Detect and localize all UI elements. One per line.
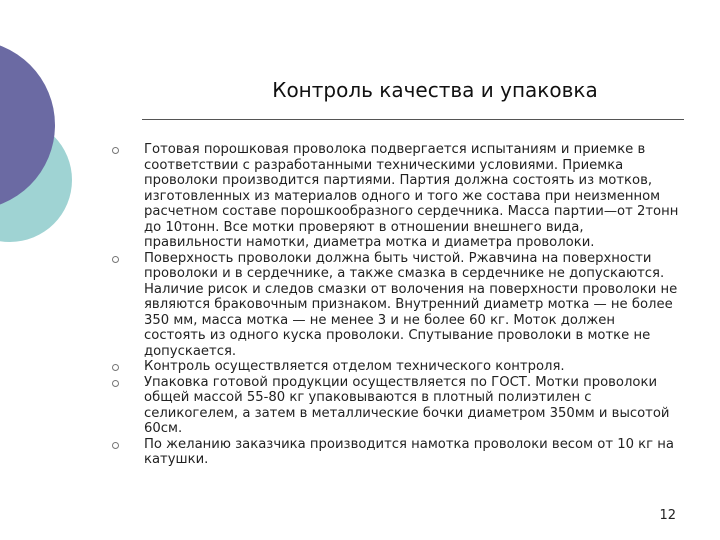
circle-bullet-icon: [112, 147, 119, 154]
bullet-text: Поверхность проволоки должна быть чистой. Ржавчина на поверхности проволоки и в сердечнике, а также смазка в сердечнике не допускаются. Наличие рисок и следов смазки от волочения на поверхности проволоки не являются браковочным признаком. Внутренний диаметр мотка — не более 350 мм, масса мотка — не менее 3 и не более 60 кг. Моток должен состоять из одного куска проволоки. Спутывание проволоки в мотке не допускается.: [144, 250, 678, 359]
title-divider: [142, 119, 684, 120]
circle-bullet-icon: [112, 442, 119, 449]
circle-bullet-icon: [112, 256, 119, 263]
bullet-text: Готовая порошковая проволока подвергается испытаниям и приемке в соответствии с разработанными техническими условиями. Приемка проволоки производится партиями. Партия должна состоять из мотков, изготовленных из материалов одного и того же состава при неизменном расчетном составе порошкообразного сердечника. Масса партии—от 2тонн до 10тонн. Все мотки проверяют в отношении внешнего вида, правильности намотки, диаметра мотка и диаметра проволоки.: [144, 142, 679, 250]
circle-bullet-icon: [112, 380, 119, 387]
list-item: [112, 251, 680, 360]
slide-title: Контроль качества и упаковка: [272, 78, 598, 102]
list-item: [112, 375, 680, 437]
page-number: 12: [659, 508, 676, 523]
list-item: [112, 437, 680, 468]
list-item: [112, 359, 680, 375]
bullet-text: По желанию заказчика производится намотка проволоки весом от 10 кг на катушки.: [144, 436, 674, 467]
bullet-list: [112, 142, 680, 468]
bullet-text: Упаковка готовой продукции осуществляется по ГОСТ. Мотки проволоки общей массой 55-80 кг упаковываются в плотный полиэтилен с селикогелем, а затем в металлические бочки диаметром 350мм и высотой 60см.: [144, 374, 670, 436]
circle-bullet-icon: [112, 364, 119, 371]
bullet-text: Контроль осуществляется отделом технического контроля.: [144, 359, 565, 374]
list-item: [112, 142, 680, 251]
